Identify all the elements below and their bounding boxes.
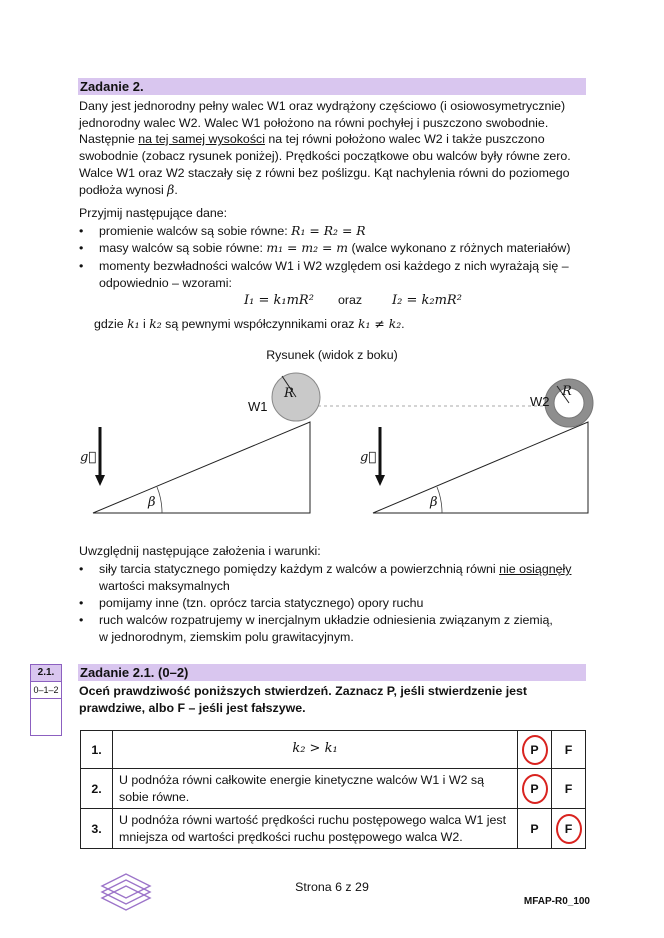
option-p-label: P — [530, 781, 539, 796]
instruction-line-2: prawdziwe, albo F – jeśli jest fałszywe. — [79, 700, 306, 715]
task-description — [79, 98, 587, 198]
mass-text: masy walców są sobie równe: — [99, 241, 267, 255]
assumption-2-text: pomijamy inne (tzn. oprócz tarcia statycznego) opory ruchu — [99, 596, 424, 610]
subtask-instruction — [79, 683, 589, 716]
intro-line-3 — [79, 131, 587, 148]
intro-line-3-pre: Następnie — [79, 132, 139, 147]
bullet-icon: • — [79, 596, 84, 610]
option-p-label: P — [530, 742, 539, 757]
intro-line-6-post: . — [174, 182, 178, 197]
intro-line-6 — [79, 182, 587, 199]
label-w1: W1 — [248, 399, 268, 414]
option-p[interactable]: P — [518, 809, 552, 849]
statement-text: U podnóża równi całkowite energie kinetyczne walców W1 i W2 są sobie równe. — [113, 769, 518, 809]
where-mid-1: i — [139, 317, 150, 331]
selected-mark — [522, 735, 548, 765]
intro-line-5: Walce W1 oraz W2 staczały się z równi bez poślizgu. Kąt nachylenia równi do poziomego — [79, 165, 570, 180]
moment-line-1: momenty bezwładności walców W1 i W2 względem osi każdego z nich wyrażają się – — [99, 259, 569, 273]
bullet-icon: • — [79, 562, 84, 576]
angle-label-right: β — [430, 495, 438, 510]
instruction-line-1: Oceń prawdziwość poniższych stwierdzeń. Zaznacz P, jeśli stwierdzenie jest — [79, 684, 528, 698]
option-p[interactable] — [518, 769, 552, 809]
formula-and: oraz — [338, 293, 363, 307]
task-title: Zadanie 2. — [78, 78, 586, 95]
formula-i1: I₁ = k₁mR² — [244, 293, 314, 308]
label-r-w2: R — [562, 384, 572, 399]
label-r-w1: R — [284, 386, 294, 401]
option-f[interactable]: F — [552, 769, 586, 809]
bullet-icon: • — [79, 224, 84, 238]
subtask-title: Zadanie 2.1. (0–2) — [78, 664, 586, 681]
angle-label-left: β — [148, 495, 156, 510]
assumption-1-line-1 — [99, 561, 589, 578]
k2-symbol: k₂ — [149, 316, 162, 331]
true-false-table — [80, 730, 586, 849]
incline-right — [373, 422, 588, 513]
beta-symbol: β — [167, 181, 175, 197]
table-row — [81, 809, 586, 849]
page-number: Strona 6 z 29 — [295, 880, 369, 894]
mass-post: (walce wykonano z różnych materiałów) — [348, 241, 571, 255]
exam-code: MFAP-R0_100 — [523, 896, 590, 907]
selected-mark — [522, 774, 548, 804]
assumption-1-pre: siły tarcia statycznego pomiędzy każdym z walców a powierzchnią równi — [99, 562, 500, 576]
assumptions-intro: Uwzględnij następujące założenia i warunki: — [79, 544, 321, 558]
mass-formula: m₁ = m₂ = m — [266, 240, 349, 255]
where-pre: gdzie — [94, 317, 128, 331]
angle-arc-left — [157, 487, 162, 513]
subtask-points-badge: 0–1–2 — [30, 681, 62, 699]
option-f[interactable] — [552, 809, 586, 849]
intro-line-3-post: na tej równi położono walec W2 i także puszczono — [264, 132, 545, 147]
where-mid-2: są pewnymi współczynnikami oraz — [161, 317, 358, 331]
row-number: 1. — [81, 731, 113, 769]
score-box — [30, 698, 62, 736]
row-number: 3. — [81, 809, 113, 849]
subtask-number-badge: 2.1. — [30, 664, 62, 682]
incline-left — [93, 422, 310, 513]
radius-formula: R₁ = R₂ = R — [291, 223, 366, 238]
gravity-arrowhead-right — [375, 475, 385, 486]
statement-text: U podnóża równi wartość prędkości ruchu postępowego walca W1 jest mniejsza od wartości prędkości ruchu postępowego walca W2. — [113, 809, 518, 849]
label-w2: W2 — [530, 394, 550, 409]
option-f[interactable]: F — [552, 731, 586, 769]
assumption-3-line-1: ruch walców rozpatrujemy w inercjalnym układzie odniesienia związanym z ziemią, — [99, 613, 553, 627]
intro-line-4: swobodnie (zobacz rysunek poniżej). Prędkości początkowe obu walców były równe zero. — [79, 149, 571, 164]
statement-text: k₂ > k₁ — [113, 731, 518, 769]
option-p[interactable] — [518, 731, 552, 769]
gravity-arrowhead-left — [95, 475, 105, 486]
bullet-icon: • — [79, 613, 84, 627]
assumption-1-line-2: wartości maksymalnych — [99, 578, 230, 593]
row-number: 2. — [81, 769, 113, 809]
option-f-label: F — [564, 821, 573, 836]
table-row — [81, 731, 586, 769]
given-intro: Przyjmij następujące dane: — [79, 206, 228, 220]
gravity-label-right: g⃗ — [360, 450, 377, 465]
k1-symbol: k₁ — [127, 316, 140, 331]
assumption-3-line-2: w jednorodnym, ziemskim polu grawitacyjnym. — [99, 629, 354, 644]
formula-i2: I₂ = k₂mR² — [392, 293, 462, 308]
coefficients-note — [94, 316, 405, 331]
gravity-label-left: g⃗ — [80, 450, 97, 465]
intro-line-2: jednorodny walec W2. Walec W1 położono na równi pochyłej i puszczono swobodnie. — [79, 115, 549, 130]
intro-line-6-pre: podłoża wynosi — [79, 182, 168, 197]
table-row — [81, 769, 586, 809]
where-post: . — [401, 317, 405, 331]
selected-mark — [556, 814, 582, 844]
figure-caption: Rysunek (widok z boku) — [266, 348, 398, 362]
k-inequality: k₁ ≠ k₂ — [357, 316, 402, 331]
cke-logo-icon — [96, 872, 156, 916]
bullet-icon: • — [79, 259, 84, 273]
moment-line-2: odpowiednio – wzorami: — [99, 275, 232, 290]
radius-text: promienie walców są sobie równe: — [99, 224, 292, 238]
same-height-underlined: na tej samej wysokości — [138, 132, 265, 147]
intro-line-1: Dany jest jednorodny pełny walec W1 oraz wydrążony częściowo (i osiowosymetrycznie) — [79, 99, 566, 113]
not-reached-underlined: nie osiągnęły — [499, 562, 572, 576]
bullet-icon: • — [79, 241, 84, 255]
